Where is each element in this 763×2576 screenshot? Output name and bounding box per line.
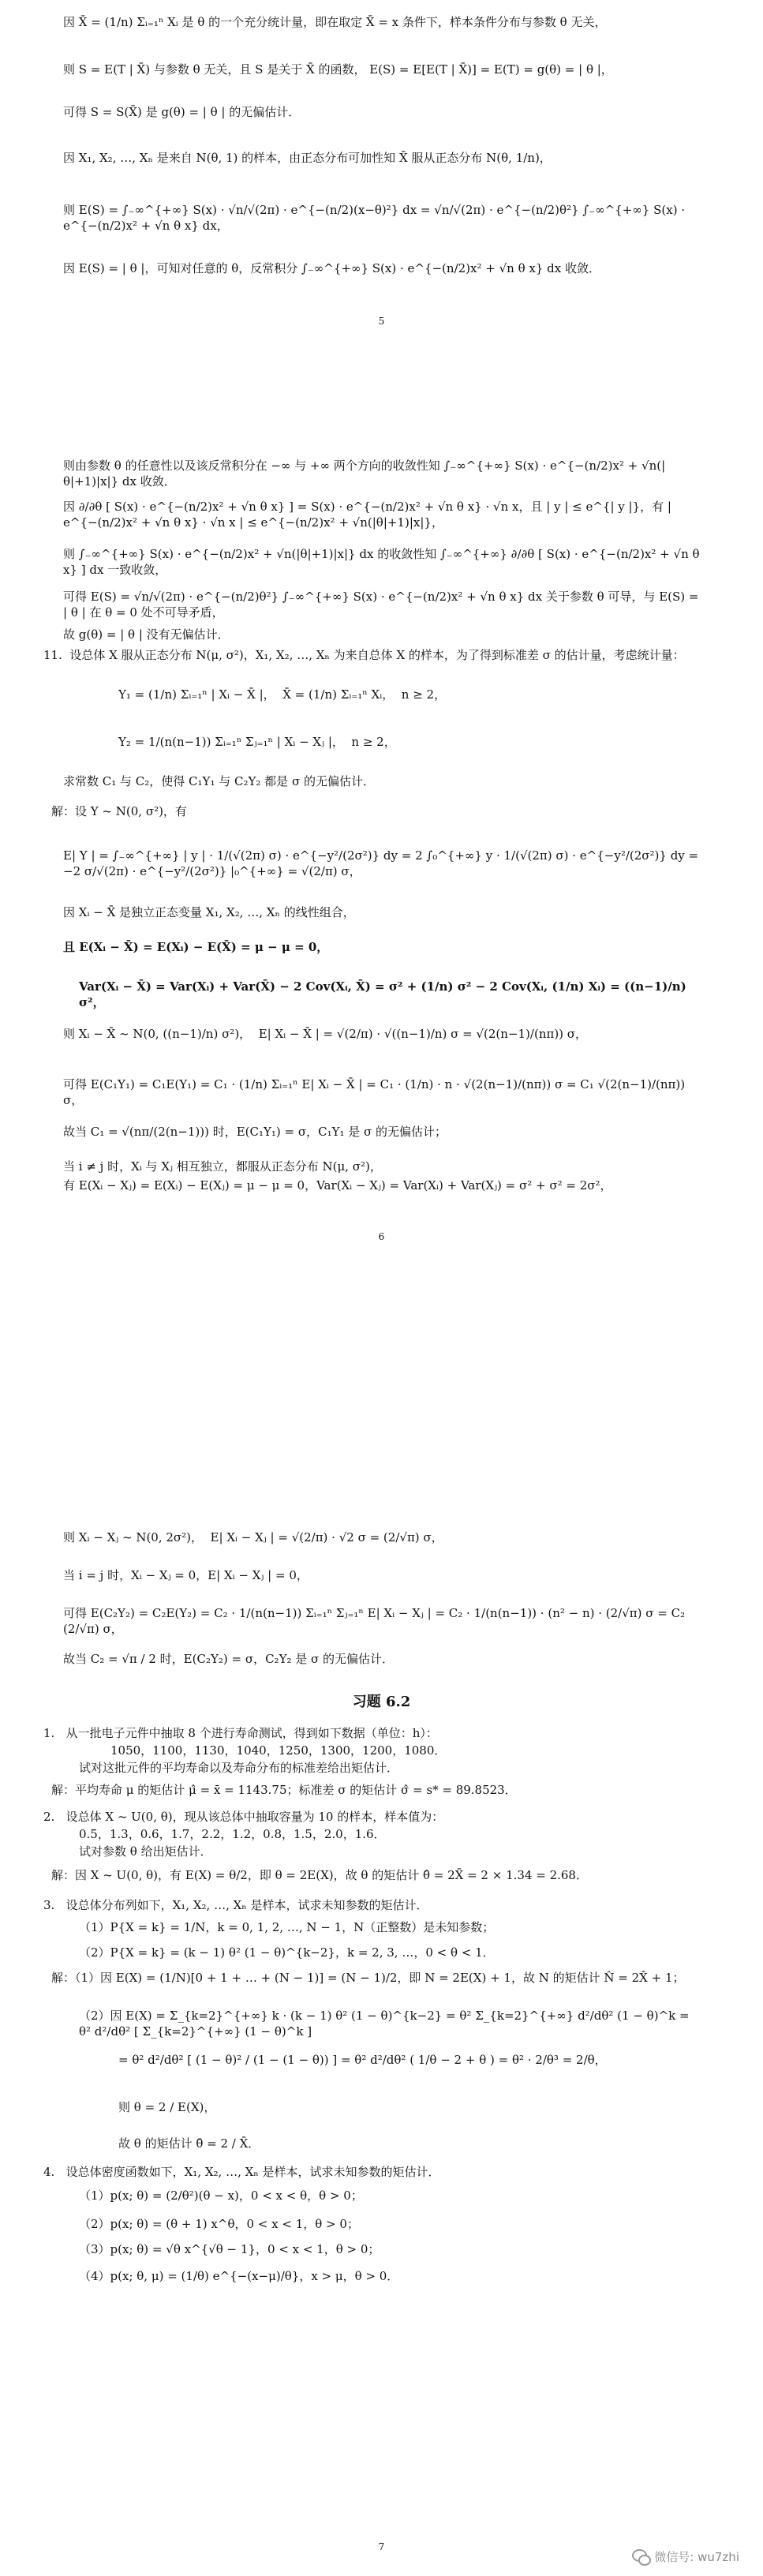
page-6 [0,426,763,1373]
equation-line: 可得 E(C₁Y₁) = C₁E(Y₁) = C₁ · (1/n) Σᵢ₌₁ⁿ E| Xᵢ − X̄ | = C₁ · (1/n) · n · √(2(n−1)/(nπ)) σ = C₁ √(2(n−1)/(nπ)) σ， [63,1077,689,1107]
text-line: 当 i = j 时，Xᵢ − Xⱼ = 0，E| Xᵢ − Xⱼ | = 0， [63,1568,309,1582]
text-line: （3）p(x; θ) = √θ x^{√θ − 1}，0 < x < 1，θ > 0； [79,2242,380,2256]
text-line: 当 i ≠ j 时，Xᵢ 与 Xⱼ 相互独立，都服从正态分布 N(μ, σ²)， [63,1159,382,1174]
equation-line: Var(Xᵢ − X̄) = Var(Xᵢ) + Var(X̄) − 2 Cov(Xᵢ, X̄) = σ² + (1/n) σ² − 2 Cov(Xᵢ, (1/n) Xᵢ) = ((n−1)/n) σ²， [79,979,690,1009]
equation-line: 则 Xᵢ − X̄ ~ N(0, ((n−1)/n) σ²)， E| Xᵢ − X̄ | = √(2/π) · √((n−1)/n) σ = √(2(n−1)/(nπ)) σ， [63,1027,588,1041]
equation-line: E| Y | = ∫₋∞^{+∞} | y | · 1/(√(2π) σ) · e^{−y²/(2σ²)} dy = 2 ∫₀^{+∞} y · 1/(√(2π) σ) · e^{−y²/(2σ²)} dy = −2 σ/√(2π) · e^{−y²/(2σ²)} |₀^{+∞} = √(2/π) σ， [63,848,702,878]
equation-line: 则 Xᵢ − Xⱼ ~ N(0, 2σ²)， E| Xᵢ − Xⱼ | = √(2/π) · √2 σ = (2/√π) σ， [63,1530,443,1544]
problem-3: 3. 设总体分布列如下，X₁, X₂, …, Xₙ 是样本，试求未知参数的矩估计． [43,1898,428,1912]
section-title: 习题 6.2 [352,1694,411,1710]
solution-line: 解：平均寿命 μ 的矩估计 μ̂ = x̄ = 1143.75；标准差 σ 的矩估计 σ̂ = s* = 89.8523． [51,1783,517,1797]
text-line: 则 ∫₋∞^{+∞} S(x) · e^{−(n/2)x² + √n(|θ|+1)|x|} dx 的收敛性知 ∫₋∞^{+∞} ∂/∂θ [ S(x) · e^{−(n/2)x² + √n θ x} ] dx 一致收敛， [63,547,704,577]
text-line: 故当 C₂ = √π / 2 时，E(C₂Y₂) = σ，C₂Y₂ 是 σ 的无偏估计． [63,1652,395,1666]
equation-line: （2）因 E(X) = Σ_{k=2}^{+∞} k · (k − 1) θ² (1 − θ)^{k−2} = θ² Σ_{k=2}^{+∞} d²/dθ² (1 − θ)^k = θ² d²/dθ² [ Σ_{k=2}^{+∞} (1 − θ)^k ] [79,2009,694,2039]
text-line: 因 E(S) = | θ |，可知对任意的 θ，反常积分 ∫₋∞^{+∞} S(x) · e^{−(n/2)x² + √n θ x} dx 收敛． [63,261,600,275]
text-line: （1）P{X = k} = 1/N，k = 0, 1, 2, …, N − 1，N（正整数）是未知参数； [79,1920,495,1934]
text-line: （2）p(x; θ) = (θ + 1) x^θ，0 < x < 1，θ > 0； [79,2217,359,2231]
solution-line: 解：因 X ~ U(0, θ)，有 E(X) = θ/2，即 θ = 2E(X)，故 θ 的矩估计 θ̂ = 2X̄ = 2 × 1.34 = 2.68． [51,1868,588,1882]
watermark [632,2548,739,2565]
problem-11: 11. 设总体 X 服从正态分布 N(μ, σ²)，X₁, X₂, …, Xₙ 为来自总体 X 的样本，为了得到标准差 σ 的估计量，考虑统计量： [43,648,685,662]
text-line: 试对这批元件的平均寿命以及寿命分布的标准差给出矩估计． [79,1761,399,1775]
text-line: 则 E(S) = ∫₋∞^{+∞} S(x) · √n/√(2π) · e^{−(n/2)(x−θ)²} dx = √n/√(2π) · e^{−(n/2)θ²} ∫₋∞^{+∞} S(x) · e^{−(n/2)x² + √n θ x} dx， [63,203,689,233]
text-line: 则由参数 θ 的任意性以及该反常积分在 −∞ 与 +∞ 两个方向的收敛性知 ∫₋∞^{+∞} S(x) · e^{−(n/2)x² + √n(|θ|+1)|x|} dx 收敛． [63,459,666,489]
text-line: 有 E(Xᵢ − Xⱼ) = E(Xᵢ) − E(Xⱼ) = μ − μ = 0，Var(Xᵢ − Xⱼ) = Var(Xᵢ) + Var(Xⱼ) = σ² + σ² = 2σ²， [63,1178,612,1193]
text-line: 试对参数 θ 给出矩估计． [79,1844,212,1859]
text-line: 因 Xᵢ − X̄ 是独立正态变量 X₁, X₂, …, Xₙ 的线性组合， [63,905,355,919]
page-number: 6 [378,1231,385,1242]
page-7 [0,1523,763,2576]
text-line: 可得 S = S(X̄) 是 g(θ) = | θ | 的无偏估计． [63,105,301,119]
solution-label: 解：设 Y ~ N(0, σ²)，有 [51,804,187,818]
problem-4: 4. 设总体密度函数如下，X₁, X₂, …, Xₙ 是样本，试求未知参数的矩估计． [43,2165,440,2179]
data-values: 1050，1100，1130，1040，1250，1300，1200，1080． [110,1743,447,1758]
page-number: 7 [378,2541,385,2552]
page-5 [0,0,763,474]
text-line: 因 X̄ = (1/n) Σᵢ₌₁ⁿ Xᵢ 是 θ 的一个充分统计量，即在取定 X̄ = x 条件下，样本条件分布与参数 θ 无关， [63,15,607,29]
equation-y1: Y₁ = (1/n) Σᵢ₌₁ⁿ | Xᵢ − X̄ |， X̄ = (1/n) Σᵢ₌₁ⁿ Xᵢ， n ≥ 2， [118,687,447,702]
text-line: 求常数 C₁ 与 C₂，使得 C₁Y₁ 与 C₂Y₂ 都是 σ 的无偏估计． [63,774,375,788]
equation-line: = θ² d²/dθ² [ (1 − θ)² / (1 − (1 − θ)) ] = θ² d²/dθ² ( 1/θ − 2 + θ ) = θ² · 2/θ³ = 2/θ， [118,2053,607,2067]
problem-1: 1. 从一批电子元件中抽取 8 个进行寿命测试，得到如下数据（单位：h）： [43,1726,438,1740]
solution-line: 解：（1）因 E(X) = (1/N)[0 + 1 + … + (N − 1)] = (N − 1)/2，即 N = 2E(X) + 1，故 N 的矩估计 N̂ = 2X̄ + 1； [51,1971,685,1985]
equation-line: 可得 E(C₂Y₂) = C₂E(Y₂) = C₂ · 1/(n(n−1)) Σᵢ₌₁ⁿ Σⱼ₌₁ⁿ E| Xᵢ − Xⱼ | = C₂ · 1/(n(n−1)) · (n² − n) · (2/√π) σ = C₂ (2/√π) σ， [63,1606,689,1636]
page-number: 5 [378,316,385,327]
equation-line: 故 θ 的矩估计 θ̂ = 2 / X̄． [118,2136,260,2151]
text-line: 因 X₁, X₂, …, Xₙ 是来自 N(θ, 1) 的样本，由正态分布可加性知 X̄ 服从正态分布 N(θ, 1/n)， [63,151,552,165]
watermark-text: 微信号: wu7zhi [654,2549,739,2564]
text-line: 因 ∂/∂θ [ S(x) · e^{−(n/2)x² + √n θ x} ] = S(x) · e^{−(n/2)x² + √n θ x} · √n x，且 | y | ≤ e^{| y |}，有 | e^{−(n/2)x² + √n θ x} · √n x | ≤ e^{−(n/2)x² + √n(|θ|+1)|x|}， [63,500,675,530]
text-line: 故 g(θ) = | θ | 没有无偏估计． [63,627,230,642]
text-line: （4）p(x; θ, μ) = (1/θ) e^{−(x−μ)/θ}，x > μ，θ > 0． [79,2269,399,2283]
text-line: （1）p(x; θ) = (2/θ²)(θ − x)，0 < x < θ，θ > 0； [79,2188,363,2203]
text-line: （2）P{X = k} = (k − 1) θ² (1 − θ)^{k−2}，k = 2, 3, …，0 < θ < 1． [79,1945,495,1960]
text-line: 故当 C₁ = √(nπ/(2(n−1))) 时，E(C₁Y₁) = σ，C₁Y₁ 是 σ 的无偏估计； [63,1125,447,1139]
text-line: 可得 E(S) = √n/√(2π) · e^{−(n/2)θ²} ∫₋∞^{+∞} S(x) · e^{−(n/2)x² + √n θ x} dx 关于参数 θ 可导，与 E(S) = | θ | 在 θ = 0 处不可导矛盾， [63,590,703,620]
wechat-icon [632,2548,649,2565]
problem-2: 2. 设总体 X ~ U(0, θ)，现从该总体中抽取容量为 10 的样本，样本值为： [43,1810,444,1824]
equation-y2: Y₂ = 1/(n(n−1)) Σᵢ₌₁ⁿ Σⱼ₌₁ⁿ | Xᵢ − Xⱼ |， n ≥ 2， [118,735,396,749]
data-values: 0.5，1.3，0.6，1.7，2.2，1.2，0.8，1.5，2.0，1.6． [79,1827,386,1841]
text-line: 则 S = E(T | X̄) 与参数 θ 无关，且 S 是关于 X̄ 的函数， E(S) = E[E(T | X̄)] = E(T) = g(θ) = | θ |， [63,62,613,77]
equation-line: 则 θ = 2 / E(X)， [118,2100,216,2114]
text-line: 且 E(Xᵢ − X̄) = E(Xᵢ) − E(X̄) = μ − μ = 0， [63,940,329,954]
